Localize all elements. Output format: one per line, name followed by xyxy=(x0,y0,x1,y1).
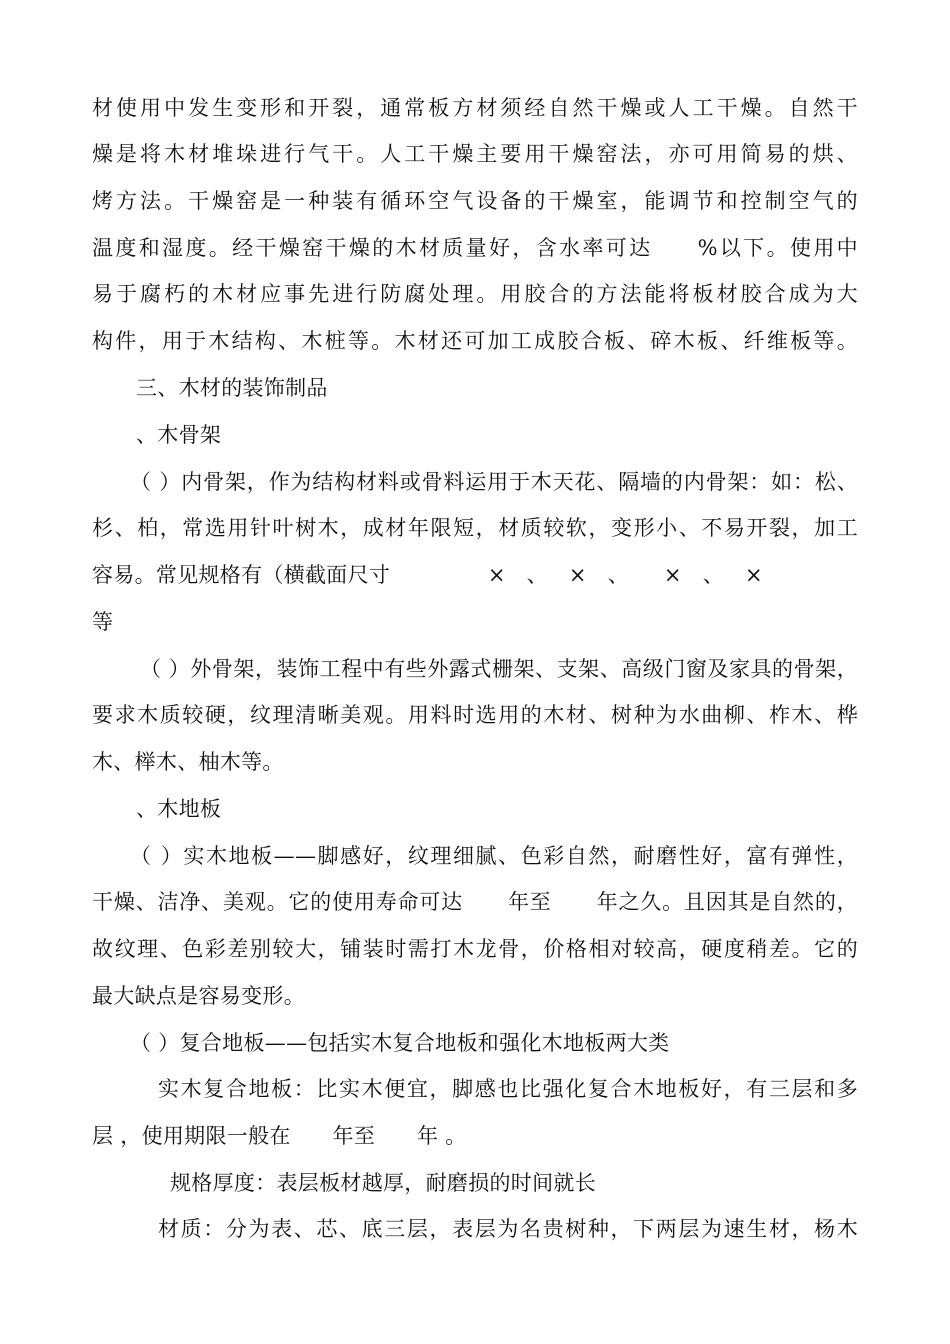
paragraph-line: 构件，用于木结构、木桩等。木材还可加工成胶合板、碎木板、纤维板等。 xyxy=(92,329,858,353)
paragraph-line: 规格厚度：表层板材越厚，耐磨损的时间就长 xyxy=(170,1171,596,1195)
paragraph-line: 燥是将木材堆垛进行气干。人工干燥主要用干燥窑法，亦可用简易的烘、 xyxy=(92,142,858,166)
paragraph-line: 层 ，使用期限一般在 年至 年 。 xyxy=(92,1124,467,1148)
section-heading: 三、木材的装饰制品 xyxy=(136,376,328,400)
paragraph-line: 要求木质较硬，纹理清晰美观。用料时选用的木材、树种为水曲柳、柞木、桦 xyxy=(92,703,858,727)
paragraph-line: 易于腐朽的木材应事先进行防腐处理。用胶合的方法能将板材胶合成为大 xyxy=(92,282,858,306)
paragraph-line: （ ）外骨架，装饰工程中有些外露式栅架、支架、高级门窗及家具的骨架， xyxy=(140,657,858,681)
paragraph-line: 烤方法。干燥窑是一种装有循环空气设备的干燥室，能调节和控制空气的 xyxy=(92,189,858,213)
paragraph-line: 最大缺点是容易变形。 xyxy=(92,984,305,1008)
subsection-heading: 、木地板 xyxy=(136,797,222,821)
paragraph-line: 干燥、洁净、美观。它的使用寿命可达 年至 年之久。且因其是自然的， xyxy=(92,890,858,914)
paragraph-line: 容易。常见规格有（横截面尺寸 × 、 × 、 × 、 × xyxy=(92,563,763,587)
paragraph-line: （ ）内骨架，作为结构材料或骨料运用于木天花、隔墙的内骨架：如：松、 xyxy=(130,470,858,494)
paragraph-line: 材质：分为表、芯、底三层，表层为名贵树种，下两层为速生材，杨木 xyxy=(158,1217,858,1241)
paragraph-line: 实木复合地板：比实木便宜，脚感也比强化复合木地板好，有三层和多 xyxy=(158,1077,858,1101)
paragraph-line: 杉、柏，常选用针叶树木，成材年限短，材质较软，变形小、不易开裂，加工 xyxy=(92,516,858,540)
paragraph-line: 等 xyxy=(92,610,114,634)
paragraph-line: 故纹理、色彩差别较大，铺装时需打木龙骨，价格相对较高，硬度稍差。它的 xyxy=(92,937,858,961)
subsection-heading: 、木骨架 xyxy=(136,423,222,447)
paragraph-line: （ ）复合地板——包括实木复合地板和强化木地板两大类 xyxy=(130,1031,670,1055)
paragraph-line: （ ）实木地板——脚感好，纹理细腻、色彩自然，耐磨性好，富有弹性， xyxy=(130,844,858,868)
paragraph-line: 材使用中发生变形和开裂，通常板方材须经自然干燥或人工干燥。自然干 xyxy=(92,96,858,120)
paragraph-line: 木、榉木、柚木等。 xyxy=(92,750,284,774)
paragraph-line: 温度和湿度。经干燥窑干燥的木材质量好，含水率可达 %以下。使用中 xyxy=(92,236,858,260)
